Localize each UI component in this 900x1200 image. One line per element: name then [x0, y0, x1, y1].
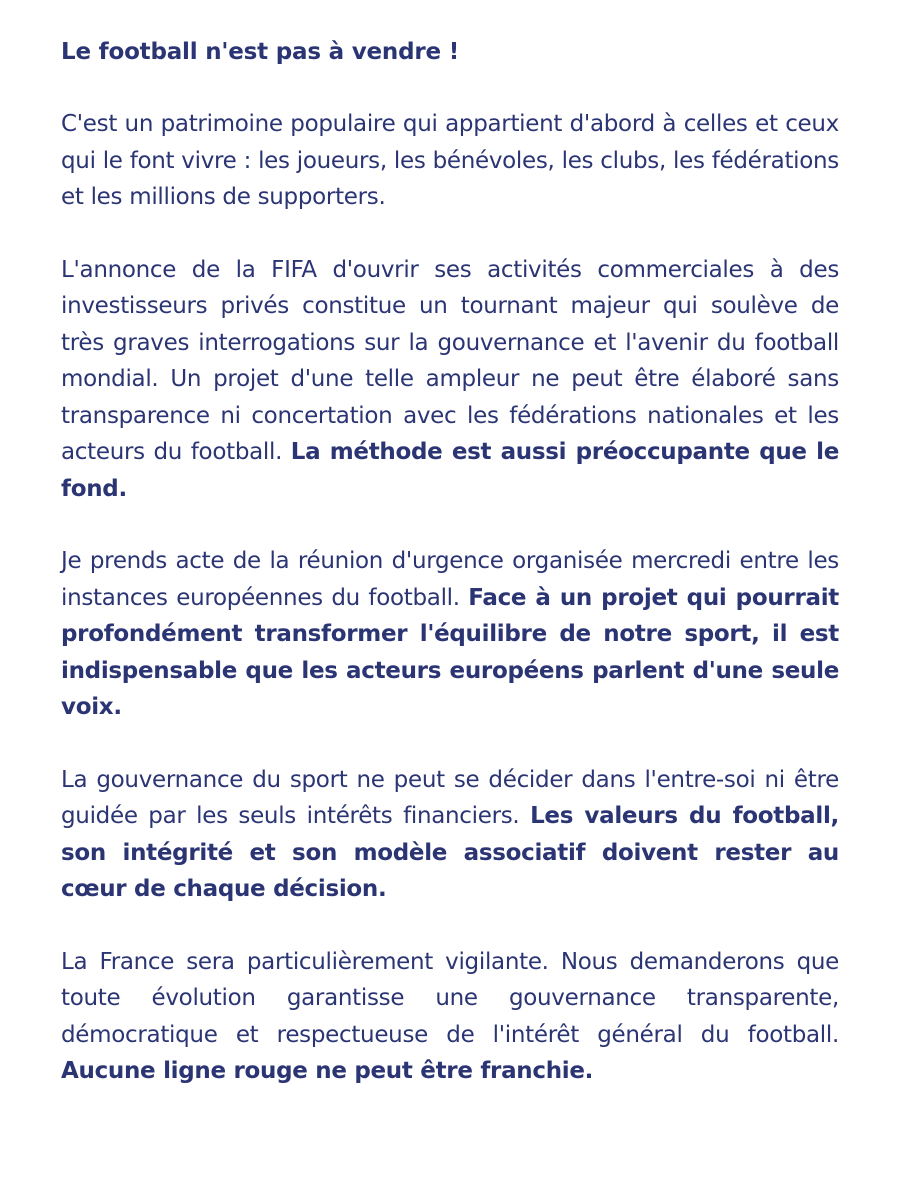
paragraph-5-emphasis: Aucune ligne rouge ne peut être franchie.: [61, 1058, 594, 1084]
paragraph-4: [61, 762, 839, 908]
paragraph-4-text: La gouvernance du sport ne peut se décider dans l'entre-soi ni être guidée par les seuls intérêts financiers.: [61, 766, 839, 829]
paragraph-2: [61, 252, 839, 508]
paragraph-3: [61, 543, 839, 726]
paragraph-5: [61, 944, 839, 1090]
paragraph-2-text: L'annonce de la FIFA d'ouvrir ses activités commerciales à des investisseurs privés constitue un tournant majeur qui soulève de très graves interrogations sur la gouvernance et l'avenir du football mondial. Un projet d'une telle ampleur ne peut être élaboré sans transparence ni concertation avec les fédérations nationales et les acteurs du football.: [61, 256, 839, 465]
paragraph-3-emphasis: Face à un projet qui pourrait profondément transformer l'équilibre de notre sport, il est indispensable que les acteurs européens parlent d'une seule voix.: [61, 584, 839, 720]
statement-title: Le football n'est pas à vendre !: [61, 39, 460, 65]
paragraph-4-emphasis: Les valeurs du football, son intégrité et son modèle associatif doivent rester au cœur de chaque décision.: [61, 803, 839, 902]
paragraph-3-text: Je prends acte de la réunion d'urgence organisée mercredi entre les instances européennes du football.: [61, 548, 839, 611]
paragraph-1: [61, 106, 839, 216]
paragraph-1-text: C'est un patrimoine populaire qui appartient d'abord à celles et ceux qui le font vivre : les joueurs, les bénévoles, les clubs, les fédérations et les millions de supporters.: [61, 111, 839, 210]
paragraph-5-text: La France sera particulièrement vigilante. Nous demanderons que toute évolution garantisse une gouvernance transparente, démocratique et respectueuse de l'intérêt général du football.: [61, 948, 839, 1048]
paragraph-2-emphasis: La méthode est aussi préoccupante que le fond.: [61, 439, 839, 502]
statement-body: [61, 34, 839, 1090]
